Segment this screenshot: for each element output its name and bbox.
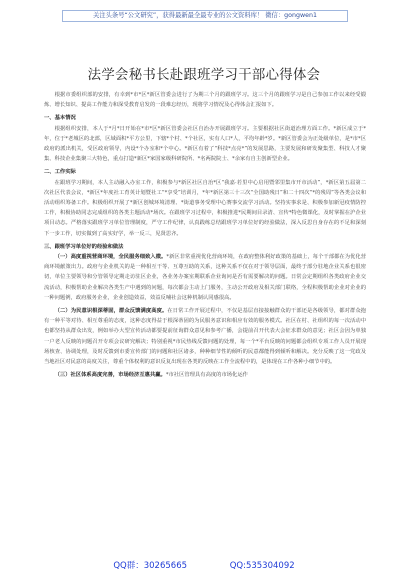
paragraph-work: 在跟班学习期间，本人主动融入办室工作，积极参与*新区社区自治*区“我嘉·若里中心启用暨邻里集市开市活动”，*新区第五届第二次社区代表会议，*新区*年度社工育英计划暨社工“*享受”培训月，*年*新区第三十三次“全国助残日”和二十四次“*的残周”等各类会议和活动组织筹备工作。积极组织开展了*新区创城环境清理、*街道事务受理中心赛事交流学习活动。坚持实事求是、积极参加新冠疫情防控工作，积极协助同志完成组织的各类主题活动*场次。在跟班学习过程中，积极推进*民期间目录清、宣传*特色微课化，及时掌握在沪企业项目动态。严格落实跟班学习单位管理制度，严守工作纪律，认真践练总结跟班学习单位好的经验做法，深入反思自身存在的不足和深刻下一步工作，切实做到了高实好学，举一反三，见贤思齐。 [44, 179, 366, 237]
qq-group-text: QQ群：30265665 [113, 561, 188, 571]
paragraph-text-2: 在日常工作开展过程中，不仅是基层直接接触群众的干部还是各级领导，都对群众抱有一种平等对待、相互尊重的态度，这种态度得益于根深蒂固的为民服务意识和相应有效的服务模式。社区在村、社组织的每一次活动中也都坚持从群众出发，例如举办大型宣传活动都要提前征询群众意见和参考广播，会提前召开代表大会征求群众的意见；社区会因为单独一户老人反映的问题召开专项会议研究解决；特别重视*市民热线反馈问题的处理，每一个*平台反映的问题都会组织专项工作人员开展现场核查、协调处理，及时反馈到市委宣传部门的问题和社区诸多，种种细节性的倾听的民意都能得到倾听和解决。充分反映了这一党政及当地社区对民意的高度关注，尊重个体权利的意识反复出现在各类的反映在工作全流程中的，是体现在工作各种小细节中的。 [44, 308, 366, 366]
document-title: 法学会秘书长赴跟班学习干部心得体会 [87, 68, 321, 83]
section-heading-work: 二、工作实际 [44, 169, 76, 176]
intro-paragraph: 根据市委组织部的安排，有幸到*市*区*新区管委会进行了为期三个月的跟班学习。这三个月的跟班学习是自己参加工作以来经受锻炼、增长知识、提高工作能力和深受教育启发的一段难忘经历，现将学习情况及心得体会汇报如下。 [44, 92, 366, 109]
section-heading-basic: 一、基本情况 [44, 115, 76, 122]
document-body [44, 90, 366, 380]
subheading-3: （三）社区体系高度完善，市场经济互惠共赢。 [54, 372, 166, 379]
paragraph-basic: 根据组织安排，本人于*月*日开始在*市*区*新区管委会社区自治办开展跟班学习。主要根据社区街道治理方面工作。*新区成立于*年，位于*老城区的北部，区域面积*平方公里，下辖*个村、*个社区，实有人口*人，平均年龄*岁。*新区管委会为正处级单位，是*市*区政府的派出机关，受区政府领导，内设*个办室和*个中心。*新区有着了“科技*点亮*”的发展思路，主要发展和研发聚集型、科技人才聚集、科技企业集聚三大特色，重点打造*新区*家国家级科研院所、*名两院院士、*余家有自主创新型企业。 [44, 125, 366, 163]
contact-footer [0, 560, 408, 572]
promo-banner: 关注头条号“公文研究”，获得最新最全最专业的公文资料库！ 微信：gongwen1 [62, 10, 348, 22]
paragraph-text-3: *市社区管理具有高度的市场化运作 [165, 372, 248, 379]
paragraph-experience-1 [44, 252, 366, 303]
subheading-1: （一）高度重视营商环境，全民服务细致入微。 [54, 254, 167, 261]
paragraph-experience-2 [44, 306, 366, 367]
paragraph-experience-3 [44, 370, 366, 380]
paragraph-text-1: *新区非常重视优化营商环境，在政府整体利好政策的基础上，每个干部都在为优化营商环境献策出力。政府与企业机关的是一种相互干等、互尊互助的关系，这种关系不仅在对于领导层面，最终于部分驻地企业关系也很密切，单位主要领导和分管领导定期走访驻区企业，各业务办案室期联系企业询问是否有需要解决的问题。日常会定期组织各类政府企业交流活动，积极帮助企业解决各类生产中遇到的问题，每次都会主动上门服务，主动公开政府及相关部门联络，全程积极帮助企业对企业的一种问题例，政府服务企业，企业创造效益，效益反哺社会这种机制认同感很高。 [44, 254, 366, 301]
section-heading-experience: 三、跟班学习单位好的经验和做法 [44, 243, 124, 250]
qq-text: QQ:535304092 [229, 561, 295, 571]
subheading-2: （二）为民意识根深蒂固，群众反馈满度高度。 [54, 308, 168, 315]
